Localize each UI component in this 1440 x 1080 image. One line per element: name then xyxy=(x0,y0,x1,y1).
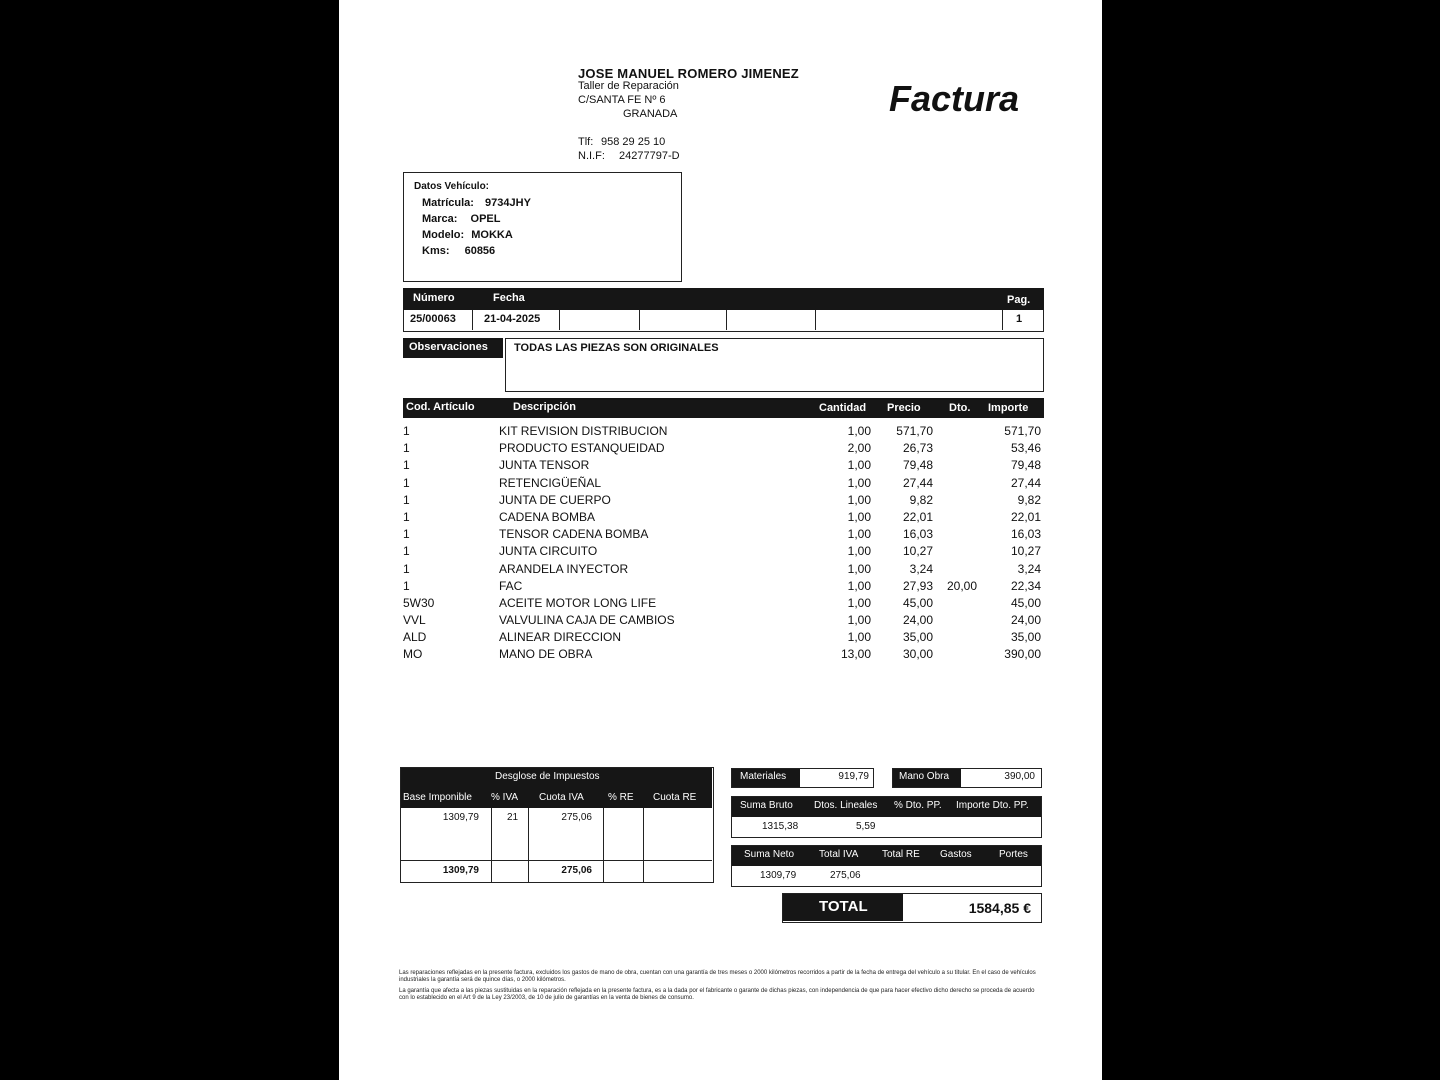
vehicle-kms-row xyxy=(422,245,495,257)
item-description: PRODUCTO ESTANQUEIDAD xyxy=(499,441,665,456)
item-description: ALINEAR DIRECCION xyxy=(499,630,622,645)
item-description: MANO DE OBRA xyxy=(499,647,593,662)
tax-breakdown xyxy=(400,767,714,883)
item-price: 79,48 xyxy=(902,458,933,473)
item-row xyxy=(403,527,1043,544)
item-row xyxy=(403,630,1043,647)
tax-col-iva: % IVA xyxy=(491,792,519,803)
item-amount: 390,00 xyxy=(1004,647,1041,662)
observations-text: TODAS LAS PIEZAS SON ORIGINALES xyxy=(514,342,719,354)
invoice-page xyxy=(339,0,1102,1080)
item-amount: 45,00 xyxy=(1010,595,1041,610)
vehicle-plate-row xyxy=(422,197,531,209)
item-description: JUNTA DE CUERPO xyxy=(499,492,611,507)
item-code: 1 xyxy=(403,578,410,593)
invoice-meta-row xyxy=(403,310,1044,332)
vehicle-data-box xyxy=(403,172,682,282)
item-description: RETENCIGÜEÑAL xyxy=(499,475,602,490)
brand-value: OPEL xyxy=(470,213,501,225)
tax-iva-rate: 21 xyxy=(507,812,519,823)
col-quantity: Cantidad xyxy=(819,402,867,414)
labor-value: 390,00 xyxy=(1004,771,1035,782)
dtos-lineales-value: 5,59 xyxy=(856,821,876,832)
item-code: 1 xyxy=(403,441,410,456)
item-code: 1 xyxy=(403,527,410,542)
item-code: 1 xyxy=(403,424,410,438)
divider xyxy=(639,310,640,330)
divider xyxy=(401,860,712,861)
item-quantity: 1,00 xyxy=(847,527,871,542)
company-nif-label: N.I.F: xyxy=(578,150,605,162)
divider xyxy=(1002,310,1003,330)
tax-title: Desglose de Impuestos xyxy=(495,771,600,782)
tax-header xyxy=(401,768,712,808)
item-amount: 27,44 xyxy=(1010,475,1041,490)
item-description: CADENA BOMBA xyxy=(499,509,596,524)
dto-pp-label: % Dto. PP. xyxy=(894,800,942,811)
item-quantity: 13,00 xyxy=(840,647,871,662)
divider xyxy=(603,808,604,882)
tax-total-cuota: 275,06 xyxy=(561,865,592,876)
col-discount: Dto. xyxy=(949,402,971,414)
plate-label: Matrícula: xyxy=(422,197,474,209)
item-price: 3,24 xyxy=(909,561,933,576)
item-code: 1 xyxy=(403,475,410,490)
item-code: 1 xyxy=(403,561,410,576)
company-city: GRANADA xyxy=(623,108,678,120)
item-price: 571,70 xyxy=(896,424,933,438)
importe-dto-pp-label: Importe Dto. PP. xyxy=(956,800,1029,811)
date-value: 21-04-2025 xyxy=(484,313,541,325)
company-activity: Taller de Reparación xyxy=(578,80,679,92)
item-row xyxy=(403,596,1043,613)
item-quantity: 2,00 xyxy=(847,441,871,456)
item-row xyxy=(403,476,1043,493)
kms-value: 60856 xyxy=(464,245,496,257)
page-label: Pag. xyxy=(1007,294,1031,306)
tax-base: 1309,79 xyxy=(442,812,479,823)
observations-box xyxy=(505,338,1044,392)
item-quantity: 1,00 xyxy=(847,509,871,524)
divider xyxy=(472,310,473,330)
net-header xyxy=(732,846,1041,866)
number-label: Número xyxy=(413,292,455,304)
suma-bruto-value: 1315,38 xyxy=(762,821,799,832)
item-amount: 22,34 xyxy=(1010,578,1041,593)
tax-total-base: 1309,79 xyxy=(442,865,479,876)
materials-label: Materiales xyxy=(732,769,800,787)
item-price: 30,00 xyxy=(902,647,933,662)
labor-box xyxy=(892,768,1042,788)
tax-col-cuota: Cuota IVA xyxy=(539,792,584,803)
model-label: Modelo: xyxy=(422,229,465,241)
suma-bruto-label: Suma Bruto xyxy=(740,800,793,811)
page-value: 1 xyxy=(1016,313,1023,325)
item-description: KIT REVISION DISTRIBUCION xyxy=(499,424,668,438)
legal-warranty-2: La garantía que afecta a las piezas sustituidas en la reparación reflejada en la presente factura, es a la dada por el fabricante o garante de dichas piezas, con independencia de que para hacer efectivo dicho derecho se proceda de acuerdo con lo establecido en el Art 9 de la Ley 23/2003, de 10 de julio de garantías en la venta de bienes de consumo. xyxy=(399,988,1035,1001)
dtos-lineales-label: Dtos. Lineales xyxy=(814,800,878,811)
materials-value: 919,79 xyxy=(838,771,869,782)
item-row xyxy=(403,562,1043,579)
item-price: 22,01 xyxy=(902,509,933,524)
number-value: 25/00063 xyxy=(410,313,456,325)
item-row xyxy=(403,441,1043,458)
item-code: MO xyxy=(403,647,423,662)
col-code: Cod. Artículo xyxy=(406,401,475,413)
item-row xyxy=(403,544,1043,561)
observations-label-box xyxy=(403,338,503,358)
item-row xyxy=(403,579,1043,596)
item-row xyxy=(403,458,1043,475)
vehicle-heading: Datos Vehículo: xyxy=(414,181,490,192)
tax-body xyxy=(401,808,712,880)
plate-value: 9734JHY xyxy=(485,197,531,209)
kms-label: Kms: xyxy=(422,245,450,257)
legal-warranty-1: Las reparaciones reflejadas en la presente factura, excluidos los gastos de mano de obra, cuentan con una garantía de tres meses o 2000 kilómetros recorridos a partir de la fecha de entrega del vehículo a su titular. En el caso de vehículos industriales la garantía será de quince días, o 2000 kilómetros. xyxy=(399,970,1036,983)
portes-label: Portes xyxy=(999,849,1028,860)
item-price: 35,00 xyxy=(902,630,933,645)
item-code: VVL xyxy=(403,613,426,628)
item-amount: 16,03 xyxy=(1010,527,1041,542)
col-description: Descripción xyxy=(513,401,576,413)
item-amount: 3,24 xyxy=(1017,561,1041,576)
item-description: VALVULINA CAJA DE CAMBIOS xyxy=(499,613,675,628)
item-amount: 22,01 xyxy=(1010,509,1041,524)
net-summary xyxy=(731,845,1042,887)
tax-col-base: Base Imponible xyxy=(403,792,472,803)
item-amount: 9,82 xyxy=(1017,492,1041,507)
item-code: 1 xyxy=(403,509,410,524)
item-amount: 571,70 xyxy=(1004,424,1041,438)
item-quantity: 1,00 xyxy=(847,458,871,473)
divider xyxy=(643,808,644,882)
tax-col-re: % RE xyxy=(608,792,634,803)
vehicle-model-row xyxy=(422,229,513,241)
item-price: 27,44 xyxy=(902,475,933,490)
item-amount: 79,48 xyxy=(1010,458,1041,473)
item-amount: 10,27 xyxy=(1010,544,1041,559)
item-price: 10,27 xyxy=(902,544,933,559)
company-name: JOSE MANUEL ROMERO JIMENEZ xyxy=(578,66,799,81)
items-header xyxy=(403,398,1044,418)
total-box xyxy=(782,893,1042,923)
item-amount: 35,00 xyxy=(1010,630,1041,645)
gross-summary xyxy=(731,796,1042,838)
model-value: MOKKA xyxy=(471,229,513,241)
company-phone-label: Tlf: xyxy=(578,136,594,148)
gastos-label: Gastos xyxy=(940,849,972,860)
item-row xyxy=(403,424,1043,441)
divider xyxy=(528,808,529,882)
document-title: Factura xyxy=(889,78,1020,119)
item-description: ARANDELA INYECTOR xyxy=(499,561,629,576)
total-iva-value: 275,06 xyxy=(830,870,861,881)
gross-header xyxy=(732,797,1041,817)
divider xyxy=(726,310,727,330)
item-price: 45,00 xyxy=(902,595,933,610)
item-quantity: 1,00 xyxy=(847,424,871,438)
total-value: 1584,85 € xyxy=(968,900,1031,916)
item-row xyxy=(403,493,1043,510)
item-quantity: 1,00 xyxy=(847,475,871,490)
tax-col-cuota-re: Cuota RE xyxy=(653,792,697,803)
item-amount: 24,00 xyxy=(1010,613,1041,628)
item-price: 9,82 xyxy=(909,492,933,507)
total-iva-label: Total IVA xyxy=(819,849,859,860)
materials-box xyxy=(731,768,874,788)
col-amount: Importe xyxy=(988,402,1029,414)
item-quantity: 1,00 xyxy=(847,595,871,610)
item-amount: 53,46 xyxy=(1010,441,1041,456)
total-label: TOTAL xyxy=(783,894,903,921)
item-code: 1 xyxy=(403,544,410,559)
item-description: TENSOR CADENA BOMBA xyxy=(499,527,649,542)
item-quantity: 1,00 xyxy=(847,613,871,628)
item-quantity: 1,00 xyxy=(847,630,871,645)
vehicle-brand-row xyxy=(422,213,500,225)
item-description: FAC xyxy=(499,578,523,593)
item-description: JUNTA TENSOR xyxy=(499,458,590,473)
divider xyxy=(559,310,560,330)
item-row xyxy=(403,613,1043,630)
item-quantity: 1,00 xyxy=(847,578,871,593)
item-row xyxy=(403,510,1043,527)
col-price: Precio xyxy=(887,402,921,414)
suma-neto-label: Suma Neto xyxy=(744,849,795,860)
company-address: C/SANTA FE Nº 6 xyxy=(578,94,666,106)
item-price: 24,00 xyxy=(902,613,933,628)
tax-cuota: 275,06 xyxy=(561,812,592,823)
item-price: 26,73 xyxy=(902,441,933,456)
item-quantity: 1,00 xyxy=(847,492,871,507)
item-row xyxy=(403,647,1043,664)
company-phone: 958 29 25 10 xyxy=(601,136,666,148)
item-discount: 20,00 xyxy=(946,578,977,593)
item-code: 5W30 xyxy=(403,595,435,610)
item-code: 1 xyxy=(403,492,410,507)
date-label: Fecha xyxy=(493,292,525,304)
brand-label: Marca: xyxy=(422,213,458,225)
divider xyxy=(491,808,492,882)
suma-neto-value: 1309,79 xyxy=(760,870,797,881)
item-description: JUNTA CIRCUITO xyxy=(499,544,598,559)
item-code: ALD xyxy=(403,630,427,645)
labor-label: Mano Obra xyxy=(893,769,961,787)
item-description: ACEITE MOTOR LONG LIFE xyxy=(499,595,657,610)
item-code: 1 xyxy=(403,458,410,473)
item-quantity: 1,00 xyxy=(847,561,871,576)
company-nif: 24277797-D xyxy=(619,150,680,162)
item-price: 27,93 xyxy=(902,578,933,593)
observations-label: Observaciones xyxy=(409,341,488,353)
invoice-meta-header xyxy=(403,288,1044,310)
item-price: 16,03 xyxy=(902,527,933,542)
item-quantity: 1,00 xyxy=(847,544,871,559)
divider xyxy=(815,310,816,330)
total-re-label: Total RE xyxy=(882,849,920,860)
items-list xyxy=(403,424,1043,665)
